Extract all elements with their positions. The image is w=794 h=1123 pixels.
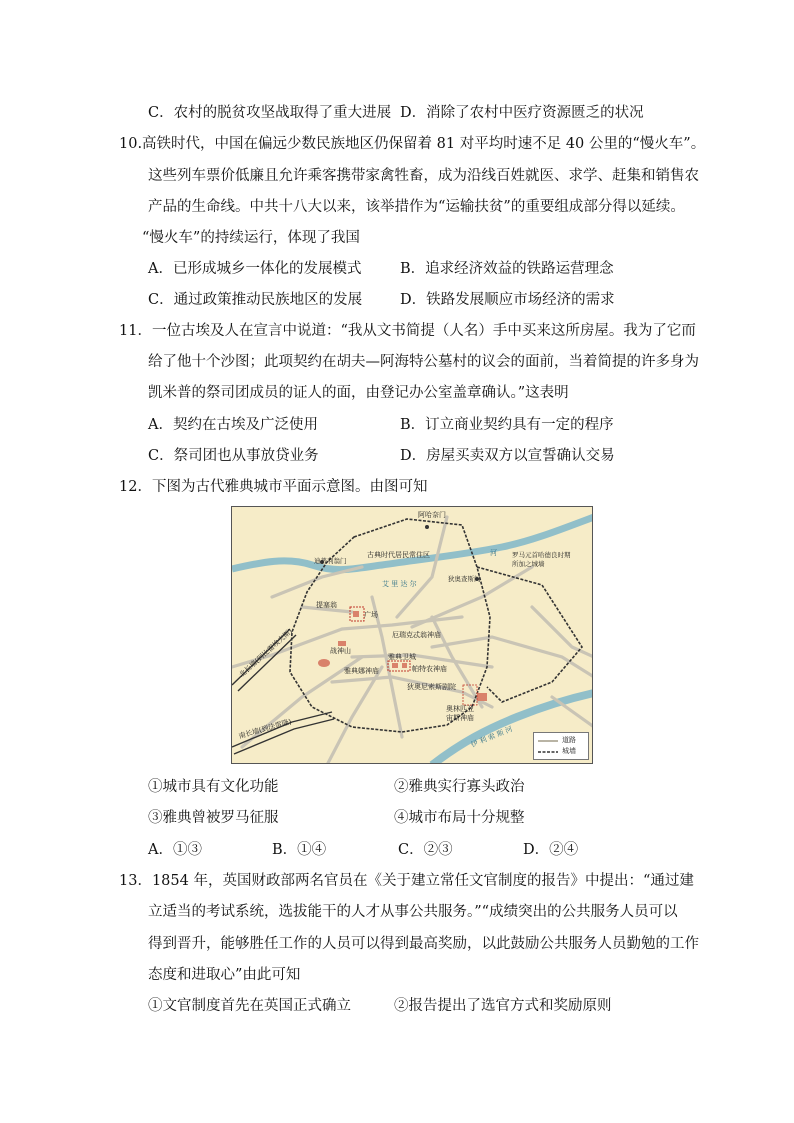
q11-stem-line2: 给了他十个沙图；此项契约在胡夫—阿海特公墓村的议会的面前，当着简提的许多身为	[148, 354, 699, 370]
map-label-parthenon: 帕特农神庙	[412, 665, 447, 673]
q10-option-b: B．追求经济效益的铁路运营理念	[400, 261, 614, 277]
q13-stem-line3: 得到晋升，能够胜任工作的人员可以得到最高奖励，以此鼓励公共服务人员勤勉的工作	[148, 936, 699, 952]
q12-option-b: B．①④	[272, 842, 327, 858]
q13-statement-1: ①文官制度首先在英国正式确立	[148, 998, 351, 1014]
q10-stem-line4: “慢火车”的持续运行，体现了我国	[142, 230, 360, 246]
q12-statement-4: ④城市布局十分规整	[394, 810, 525, 826]
q10-option-d: D．铁路发展顺应市场经济的需求	[400, 292, 615, 308]
map-label-acharnian-gate: 阿哈奈门	[418, 511, 446, 519]
map-legend	[533, 732, 589, 760]
q11-option-d: D．房屋买卖双方以宣誓确认交易	[400, 448, 615, 464]
map-label-theseion: 提塞翁	[316, 601, 337, 609]
map-label-river-eridanos: 艾 里 达 尔	[382, 580, 417, 588]
map-label-athena-temple: 雅典娜神庙	[344, 667, 379, 675]
q9-option-c: C．农村的脱贫攻坚战取得了重大进展	[148, 105, 392, 121]
map-label-acropolis: 雅典卫城	[388, 653, 416, 661]
legend-symbols	[534, 733, 588, 759]
map-label-north-long-wall: 北长墙(到比雷埃夫斯)	[237, 627, 295, 680]
q10-stem-line3: 产品的生命线。中共十八大以来，该举措作为“运输扶贫”的重要组成部分得以延续。	[148, 199, 685, 215]
map-label-river-top: 河	[490, 549, 497, 557]
q12-statement-1: ①城市具有文化功能	[148, 779, 279, 795]
map-label-agora: 广场	[364, 611, 378, 619]
map-label-ilissos: 伊 利 索 斯 河	[469, 725, 514, 749]
q10-option-a: A．已形成城乡一体化的发展模式	[148, 261, 362, 277]
legend-road-label: 道路	[562, 736, 576, 744]
q11-option-c: C．祭司团也从事放贷业务	[148, 448, 319, 464]
map-label-olympieion: 奥林匹亚宙斯神庙	[446, 705, 474, 722]
q11-option-b: B．订立商业契约具有一定的程序	[400, 417, 614, 433]
q12-option-d: D．②④	[523, 842, 579, 858]
q12-statement-3: ③雅典曾被罗马征服	[148, 810, 279, 826]
legend-wall-label: 城墙	[562, 747, 576, 755]
map-label-diochares-gate: 狄奥查斯门	[448, 575, 481, 583]
map-label-areopagus: 战神山	[330, 647, 351, 655]
q13-statement-2: ②报告提出了选官方式和奖励原则	[394, 998, 612, 1014]
q13-stem-line2: 立适当的考试系统，选拔能干的人才从事公共服务。”“成绩突出的公共服务人员可以	[148, 904, 678, 920]
map-label-roman-wall: 罗马元首哈德良时期所加之城墙	[512, 551, 571, 568]
q10-stem-line1: 10.高铁时代，中国在偏远少数民族地区仍保留着 81 对平均时速不足 40 公里的“慢火车”。	[119, 136, 706, 152]
q12-stem-line1: 12．下图为古代雅典城市平面示意图。由图可知	[119, 479, 428, 495]
q9-option-d: D．消除了农村中医疗资源匮乏的状况	[400, 105, 644, 121]
map-label-classical-residential: 古典时代居民常住区	[367, 551, 430, 559]
map-label-south-long-wall: 南长墙(到法雷隆)	[237, 717, 293, 741]
q13-stem-line1: 13．1854 年，英国财政部两名官员在《关于建立常任文官制度的报告》中提出：“通过建	[119, 873, 694, 889]
q11-option-a: A．契约在古埃及广泛使用	[148, 417, 318, 433]
q11-stem-line3: 凯米普的祭司团成员的证人的面，由登记办公室盖章确认。”这表明	[148, 385, 569, 401]
q12-statement-2: ②雅典实行寡头政治	[394, 779, 525, 795]
q13-stem-line4: 态度和进取心”由此可知	[148, 967, 301, 983]
map-label-dipylon: 迪普利翁门	[314, 557, 347, 565]
q10-stem-line2: 这些列车票价低廉且允许乘客携带家禽牲畜，成为沿线百姓就医、求学、赶集和销售农	[148, 168, 699, 184]
map-label-dionysus-theatre: 狄奥尼索斯剧院	[407, 683, 456, 691]
q10-option-c: C．通过政策推动民族地区的发展	[148, 292, 363, 308]
map-label-hephaestion: 厄瑞克忒翁神庙	[392, 631, 441, 639]
athens-city-plan-map	[231, 506, 593, 764]
q12-option-c: C．②③	[398, 842, 453, 858]
q11-stem-line1: 11．一位古埃及人在宣言中说道：“我从文书简提（人名）手中买来这所房屋。我为了它而	[119, 323, 696, 339]
q12-option-a: A．①③	[148, 842, 202, 858]
